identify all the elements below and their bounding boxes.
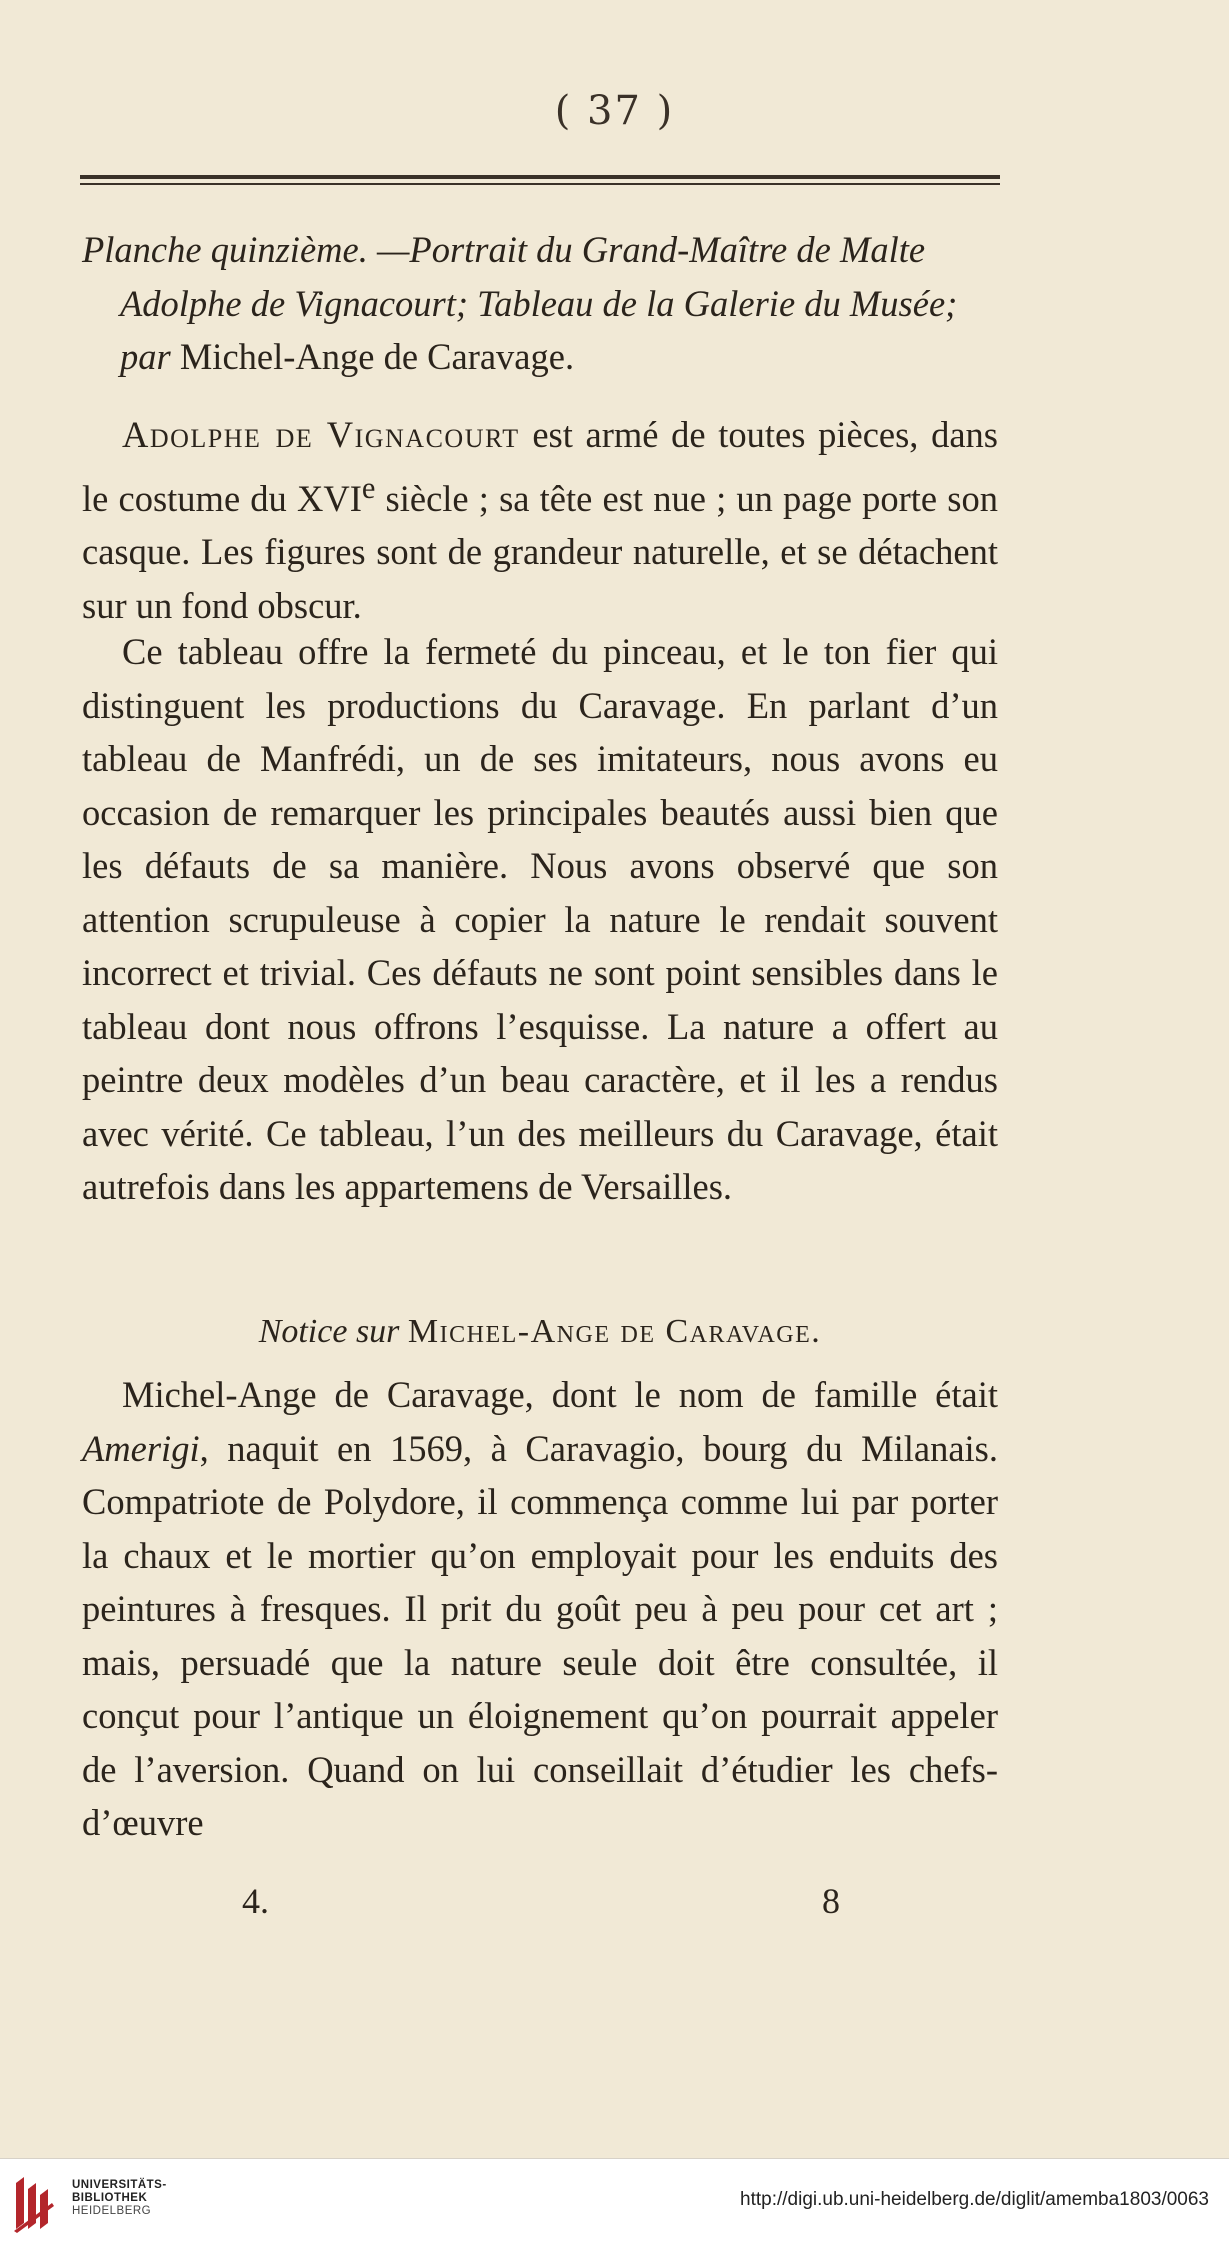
caption-line-1: Planche quinzième. —Portrait du Grand-Maître de Malte [82, 229, 926, 270]
paragraph-1-lead: Adolphe de Vignacourt [122, 414, 520, 455]
header-rule-thin [80, 183, 1000, 185]
caption-line-2-text: Adolphe de Vignacourt; Tableau de la Galerie du Musée; [120, 282, 958, 324]
library-name [72, 2179, 167, 2218]
page-number-header: ( 37 ) [554, 88, 675, 134]
paragraph-2 [82, 625, 998, 1214]
footer-bar [0, 2158, 1229, 2247]
caption-par: par [120, 336, 171, 377]
signature-left: 4. [242, 1881, 269, 1921]
paragraph-1 [82, 408, 998, 632]
notice-heading [82, 1305, 998, 1359]
notice-name: Michel-Ange de Caravage. [407, 1313, 822, 1350]
paragraph-3-text-b: , naquit en 1569, à Caravagio, bourg du Milanais. Compatriote de Polydore, il commença comme lui par porter la chaux et le mortier qu’on employait pour les enduits des peintures à fresques. Il prit du goût peu à peu pour cet art ; mais, persuadé que la nature seule doit être consultée, il conçut pour l’antique un éloignement qu’on pourrait appeler de l’aversion. Quand on lui conseillait d’étudier les chefs-d’œuvre [82, 1427, 998, 1843]
paragraph-1-text-a: est armé de toutes pièces, dans le costume du XVI [82, 414, 998, 519]
signature-line [0, 1880, 1229, 1940]
plate-caption [82, 223, 998, 384]
paragraph-1-text-b: siècle ; sa tête est nue ; un page porte son casque. Les figures sont de grandeur naturelle, et se détachent sur un fond obscur. [82, 477, 998, 626]
paragraph-2-text: Ce tableau offre la fermeté du pinceau, et le ton fier qui distinguent les productions du Caravage. En parlant d’un tableau de Manfrédi, un de ses imitateurs, nous avons eu occasion de remarquer les principales beautés aussi bien que les défauts de sa manière. Nous avons observé que son attention scrupuleuse à copier la nature le rendait souvent incorrect et trivial. Ces défauts ne sont point sensibles dans le tableau dont nous offrons l’esquisse. La nature a offert au peintre deux modèles d’un beau caractère, et il les a rendus avec vérité. Ce tableau, l’un des meilleurs du Caravage, était autrefois dans les appartemens de Versailles. [82, 631, 998, 1207]
caption-artist: Michel-Ange de Caravage. [179, 336, 575, 377]
caption-line-3 [82, 330, 998, 384]
paragraph-1-sup: e [361, 470, 376, 505]
header-rule-thick [80, 175, 1000, 179]
library-line-2: BIBLIOTHEK [72, 2192, 148, 2204]
paragraph-3-text-a: Michel-Ange de Caravage, dont le nom de famille était [122, 1374, 998, 1415]
caption-line-2 [82, 277, 998, 331]
notice-italic: Notice sur [258, 1313, 400, 1350]
library-line-3: HEIDELBERG [72, 2205, 152, 2217]
library-line-1: UNIVERSITÄTS- [72, 2179, 167, 2191]
paragraph-3 [82, 1368, 998, 1850]
source-url-link[interactable]: http://digi.ub.uni-heidelberg.de/diglit/amemba1803/0063 [740, 2189, 1209, 2210]
university-library-logo-icon [12, 2173, 58, 2233]
signature-right: 8 [822, 1881, 840, 1921]
paragraph-3-italic: Amerigi [82, 1427, 200, 1469]
